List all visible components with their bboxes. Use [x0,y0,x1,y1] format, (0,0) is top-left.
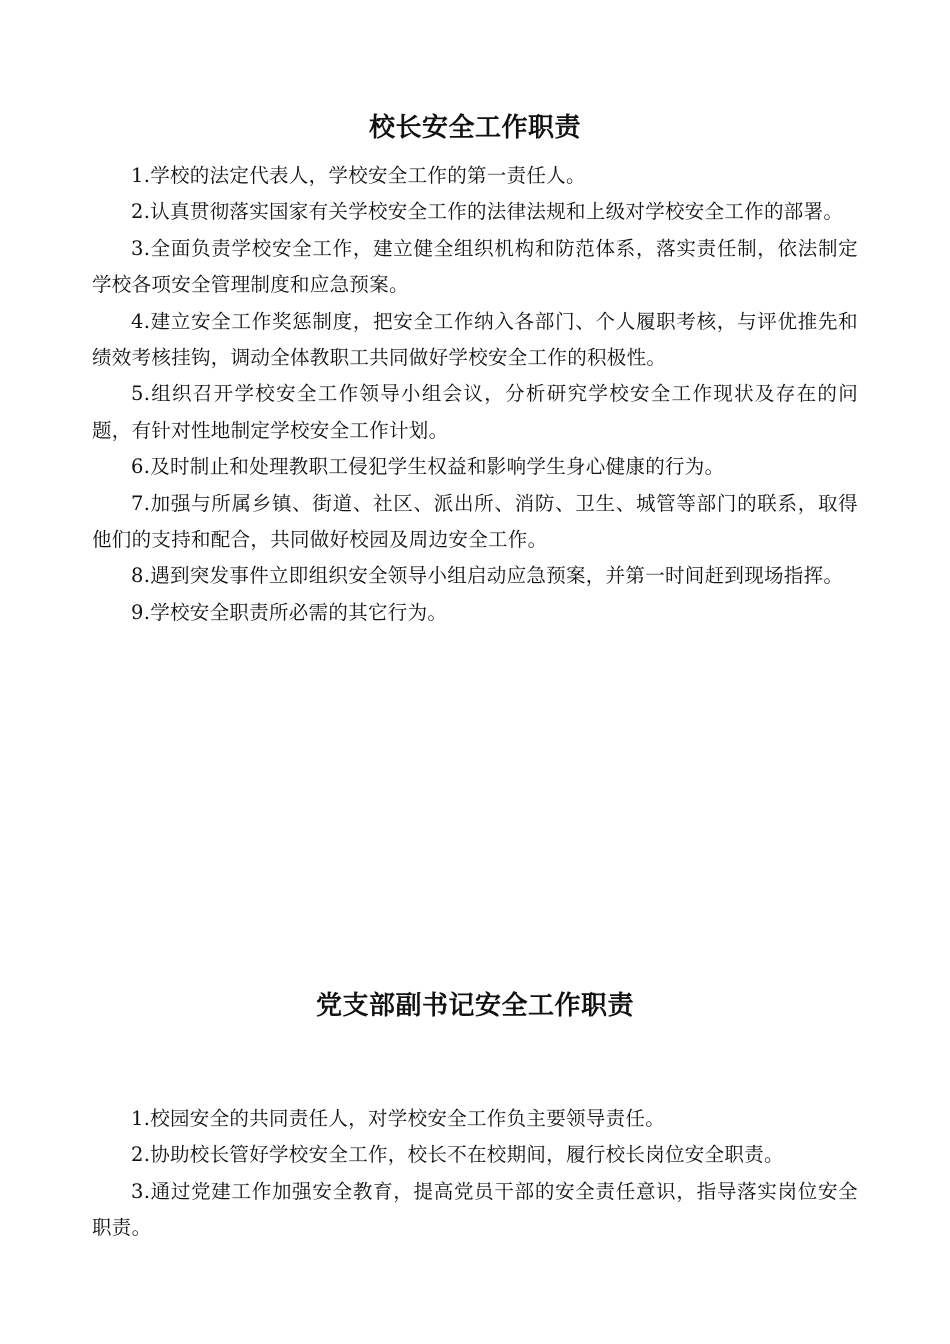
section-body-deputy-secretary [92,1101,858,1247]
duty-item: 5.组织召开学校安全工作领导小组会议，分析研究学校安全工作现状及存在的问题，有针对性地制定学校安全工作计划。 [92,382,858,442]
section-title-deputy-secretary: 党支部副书记安全工作职责 [315,991,634,1021]
duty-item: 2.协助校长管好学校安全工作，校长不在校期间，履行校长岗位安全职责。 [131,1143,784,1167]
duty-item: 3.全面负责学校安全工作，建立健全组织机构和防范体系，落实责任制，依法制定学校各项安全管理制度和应急预案。 [92,236,858,297]
duty-item: 1.校园安全的共同责任人，对学校安全工作负主要领导责任。 [131,1107,666,1130]
duty-item: 4.建立安全工作奖惩制度，把安全工作纳入各部门、个人履职考核，与评优推先和绩效考核挂钩，调动全体教职工共同做好学校安全工作的积极性。 [92,309,858,370]
section-body-principal [92,158,858,631]
duty-item: 1.学校的法定代表人，学校安全工作的第一责任人。 [131,164,586,187]
duty-item: 3.通过党建工作加强安全教育，提高党员干部的安全责任意识，指导落实岗位安全职责。 [92,1179,858,1240]
duty-item: 2.认真贯彻落实国家有关学校安全工作的法律法规和上级对学校安全工作的部署。 [131,200,844,224]
duty-item: 6.及时制止和处理教职工侵犯学生权益和影响学生身心健康的行为。 [131,455,725,479]
duty-item: 7.加强与所属乡镇、街道、社区、派出所、消防、卫生、城管等部门的联系，取得他们的支持和配合，共同做好校园及周边安全工作。 [92,491,858,552]
section-title-principal: 校长安全工作职责 [368,113,581,143]
duty-item: 8.遇到突发事件立即组织安全领导小组启动应急预案，并第一时间赶到现场指挥。 [131,564,844,588]
duty-item: 9.学校安全职责所必需的其它行为。 [131,600,448,624]
